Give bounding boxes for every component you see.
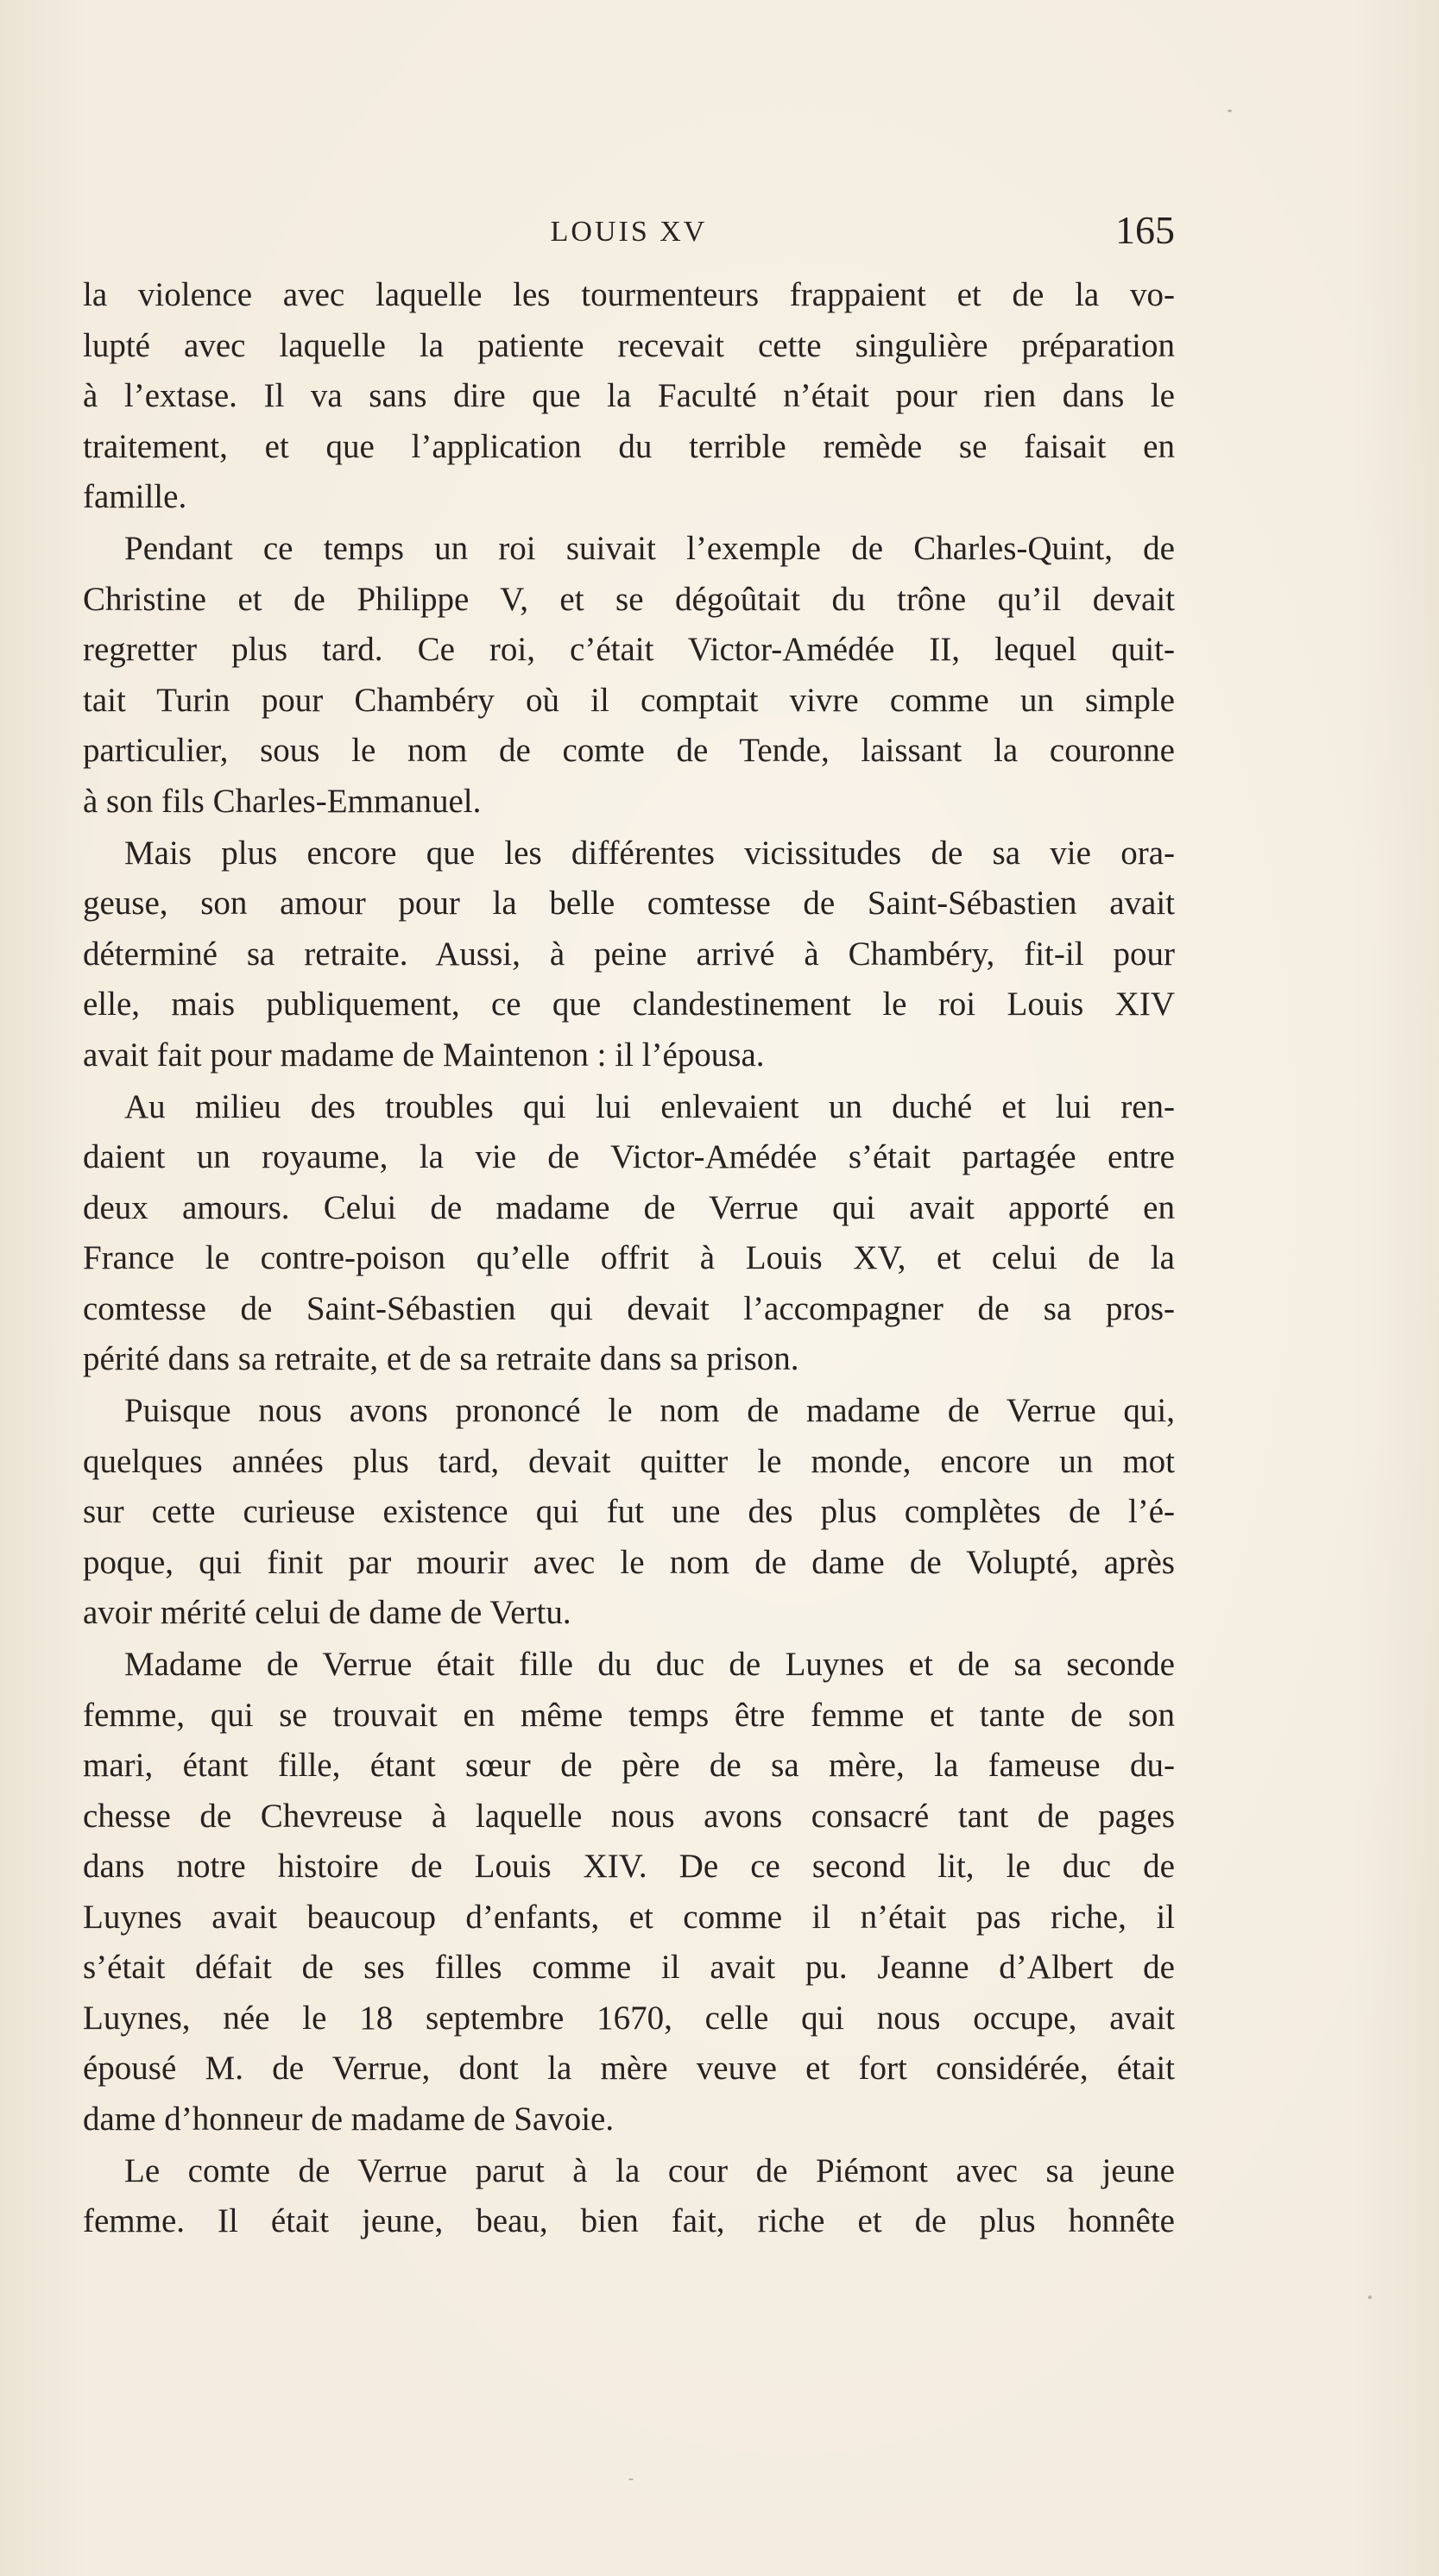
text-line: deux amours. Celui de madame de Verrue qui avait apporté en: [83, 1188, 1175, 1226]
text-line: déterminé sa retraite. Aussi, à peine arrivé à Chambéry, fit-il pour: [83, 935, 1175, 973]
text-line: mari, étant fille, étant sœur de père de sa mère, la fameuse du-: [83, 1747, 1175, 1784]
paragraph: [83, 828, 1175, 1081]
text-line: famille.: [83, 478, 187, 515]
paper-speck: [1368, 2296, 1372, 2299]
text-line: particulier, sous le nom de comte de Tende, laissant la couronne: [83, 732, 1175, 769]
text-line: geuse, son amour pour la belle comtesse de Saint-Sébastien avait: [83, 885, 1175, 922]
text-line: Mais plus encore que les différentes vicissitudes de sa vie ora-: [124, 834, 1175, 872]
text-line: tait Turin pour Chambéry où il comptait vivre comme un simple: [83, 681, 1175, 719]
paragraph: [83, 1386, 1175, 1639]
text-line: quelques années plus tard, devait quitter le monde, encore un mot: [83, 1442, 1175, 1480]
page-number: 165: [1115, 208, 1175, 252]
text-line: Madame de Verrue était fille du duc de Luynes et de sa seconde: [124, 1646, 1175, 1683]
text-line: daient un royaume, la vie de Victor-Amédée s’était partagée entre: [83, 1138, 1175, 1175]
text-line: regretter plus tard. Ce roi, c’était Victor-Amédée II, lequel quit-: [83, 631, 1175, 668]
text-line: à l’extase. Il va sans dire que la Faculté n’était pour rien dans le: [83, 377, 1175, 414]
paragraph: [83, 2146, 1175, 2247]
paper-speck: [628, 2478, 634, 2480]
paragraph: [83, 524, 1175, 827]
text-line: poque, qui finit par mourir avec le nom de dame de Volupté, après: [83, 1543, 1175, 1581]
text-line: Luynes avait beaucoup d’enfants, et comme il n’était pas riche, il: [83, 1898, 1175, 1936]
text-line: Christine et de Philippe V, et se dégoûtait du trône qu’il devait: [83, 580, 1175, 618]
text-line: s’était défait de ses filles comme il avait pu. Jeanne d’Albert de: [83, 1949, 1175, 1986]
running-head: [83, 207, 1175, 259]
text-line: avait fait pour madame de Maintenon : il l’épousa.: [83, 1036, 765, 1074]
paragraph: [83, 1082, 1175, 1385]
text-line: périté dans sa retraite, et de sa retraite dans sa prison.: [83, 1340, 799, 1377]
paper-speck: [1228, 110, 1232, 112]
text-line: épousé M. de Verrue, dont la mère veuve et fort considérée, était: [83, 2050, 1175, 2087]
text-line: comtesse de Saint-Sébastien qui devait l’accompagner de sa pros-: [83, 1289, 1175, 1327]
text-line: femme. Il était jeune, beau, bien fait, riche et de plus honnête: [83, 2202, 1175, 2239]
text-line: elle, mais publiquement, ce que clandestinement le roi Louis XIV: [83, 986, 1175, 1023]
text-line: Le comte de Verrue parut à la cour de Piémont avec sa jeune: [124, 2151, 1175, 2189]
text-line: femme, qui se trouvait en même temps être femme et tante de son: [83, 1696, 1175, 1734]
body-text: [83, 270, 1175, 2247]
text-line: à son fils Charles-Emmanuel.: [83, 782, 482, 820]
paragraph: [83, 1640, 1175, 2145]
text-line: France le contre-poison qu’elle offrit à Louis XV, et celui de la: [83, 1239, 1175, 1276]
text-line: avoir mérité celui de dame de Vertu.: [83, 1594, 571, 1631]
text-line: Luynes, née le 18 septembre 1670, celle qui nous occupe, avait: [83, 1999, 1175, 2037]
text-line: dans notre histoire de Louis XIV. De ce second lit, le duc de: [83, 1848, 1175, 1885]
paragraph: [83, 270, 1175, 523]
running-title: LOUIS XV: [550, 216, 708, 248]
text-line: la violence avec laquelle les tourmenteurs frappaient et de la vo-: [83, 276, 1175, 313]
text-line: lupté avec laquelle la patiente recevait cette singulière préparation: [83, 326, 1175, 364]
text-line: traitement, et que l’application du terrible remède se faisait en: [83, 427, 1175, 465]
text-line: Puisque nous avons prononcé le nom de madame de Verrue qui,: [124, 1392, 1175, 1429]
text-line: Pendant ce temps un roi suivait l’exemple de Charles-Quint, de: [124, 530, 1175, 567]
text-line: dame d’honneur de madame de Savoie.: [83, 2100, 615, 2138]
text-line: Au milieu des troubles qui lui enlevaient un duché et lui ren-: [124, 1087, 1175, 1125]
text-line: chesse de Chevreuse à laquelle nous avons consacré tant de pages: [83, 1797, 1175, 1835]
text-line: sur cette curieuse existence qui fut une des plus complètes de l’é-: [83, 1493, 1175, 1530]
